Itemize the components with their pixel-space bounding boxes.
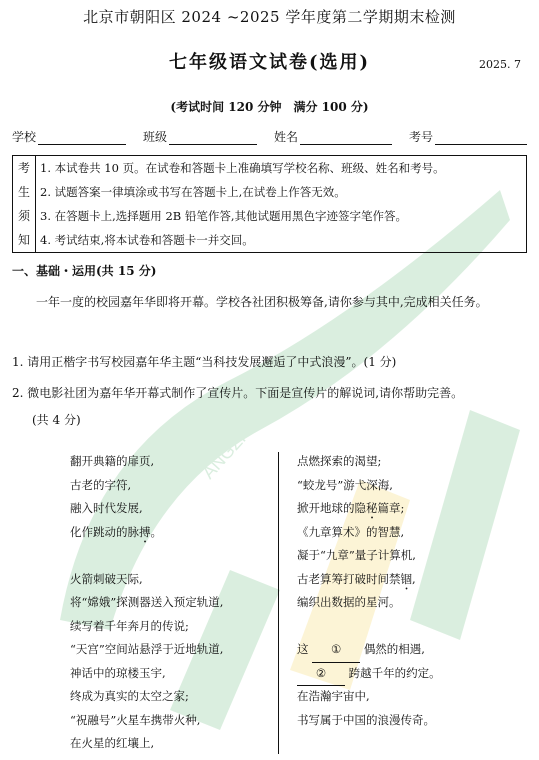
poem-text: 掀开地球的隐 (297, 501, 366, 515)
name-label: 姓名 (273, 130, 298, 144)
notice-item: 4. 考试结束,将本试卷和答题卡一并交回。 (40, 233, 254, 247)
class-blank[interactable] (169, 130, 257, 145)
poem-line: 编织出数据的星河。 (297, 595, 401, 609)
poem-divider (278, 452, 279, 754)
poem-line: 点燃探索的渴望; (297, 454, 382, 468)
question-2: 2. 微电影社团为嘉年华开幕式制作了宣传片。下面是宣传片的解说词,请你帮助完善。 (12, 386, 464, 400)
school-blank[interactable] (38, 130, 126, 145)
poem-line (297, 638, 441, 662)
answer-blank-1[interactable]: ① (312, 638, 360, 663)
answer-blank-2[interactable]: ② (297, 662, 345, 687)
poem-line (297, 662, 441, 686)
poem-line: 在浩瀚宇宙中, (297, 689, 370, 703)
stanza-gap (70, 544, 223, 568)
stanza-gap (297, 615, 441, 639)
paper-date: 2025. 7 (479, 58, 521, 71)
poem-text: 。 (150, 524, 162, 539)
poem-text: 古老算筹打破时间禁 (297, 571, 401, 586)
poem-line: “天宫”空间站悬浮于近地轨道, (70, 642, 224, 656)
student-info-fields (12, 128, 527, 145)
school-field[interactable] (12, 128, 126, 145)
poem-text: 篇章; (377, 501, 405, 515)
poem-line: 火箭刺破天际, (70, 571, 143, 586)
watermark-text: ANGZHONGKAO (198, 363, 308, 483)
poem-left-column (70, 450, 223, 756)
question-2-points: (共 4 分) (32, 413, 81, 427)
section-title: 一、基础・运用(共 15 分) (12, 264, 157, 278)
poem-line: 《九章算术》的智慧, (297, 524, 405, 539)
notice-label-char: 生 (17, 185, 30, 199)
poem-right-column (297, 450, 441, 732)
poem-text: 偶然的相遇, (363, 642, 425, 656)
poem-line: “蛟龙号”游弋深海, (297, 477, 393, 492)
notice-item: 3. 在答题卡上,选择题用 2B 铅笔作答,其他试题用黑色字迹签字笔作答。 (40, 209, 408, 223)
notice-item: 2. 试题答案一律填涂或书写在答题卡上,在试卷上作答无效。 (40, 185, 346, 199)
exam-number-field[interactable] (409, 128, 527, 145)
poem-text: 这 (297, 642, 309, 656)
poem-line: 将“嫦娥”探测器送入预定轨道, (70, 595, 224, 609)
name-blank[interactable] (300, 130, 392, 145)
exam-title: 北京市朝阳区 2024 ~2025 学年度第二学期期末检测 (83, 8, 456, 26)
class-field[interactable] (143, 128, 257, 145)
exam-info: (考试时间 120 分钟 满分 100 分) (170, 100, 369, 114)
class-label: 班级 (142, 130, 167, 144)
school-label: 学校 (12, 130, 37, 144)
poem-line (297, 497, 441, 521)
poem-line: 续写着千年奔月的传说; (70, 618, 189, 633)
poem-text: 跨越千年的约定。 (348, 665, 441, 680)
poem-line: 在火星的红壤上, (70, 736, 155, 750)
poem-line (70, 521, 223, 545)
notice-box (12, 155, 527, 253)
poem-text: , (412, 571, 416, 586)
poem-line: 古老的字符, (70, 477, 132, 492)
poem-line: 书写属于中国的浪漫传奇。 (297, 712, 435, 727)
poem-line: 翻开典籍的扉页, (70, 454, 155, 468)
emphasized-char: 锢 (400, 571, 412, 586)
poem-line: 融入时代发展, (70, 501, 143, 515)
question-1: 1. 请用正楷字书写校园嘉年华主题“当科技发展邂逅了中式浪漫”。(1 分) (12, 355, 397, 369)
poem-line: 终成为真实的太空之家; (70, 689, 189, 703)
poem-text: 化作跳动的脉 (70, 524, 139, 539)
notice-label-char: 须 (17, 209, 30, 223)
notice-label-char: 知 (17, 233, 30, 247)
paper-title: 七年级语文试卷(选用) (168, 52, 371, 73)
notice-label (13, 156, 36, 253)
poem-line: “祝融号”火星车携带火种, (70, 712, 201, 727)
poem-line (297, 568, 441, 592)
emphasized-char: 搏 (139, 524, 151, 539)
notice-label-char: 考 (17, 161, 30, 175)
name-field[interactable] (274, 128, 392, 145)
poem-line: 凝于“九章”量子计算机, (297, 548, 416, 562)
notice-item: 1. 本试卷共 10 页。在试卷和答题卡上准确填写学校名称、班级、姓名和考号。 (40, 161, 445, 175)
emphasized-char: 秘 (366, 501, 378, 515)
section-intro: 一年一度的校园嘉年华即将开幕。学校各社团积极筹备,请你参与其中,完成相关任务。 (36, 295, 488, 309)
poem-line: 神话中的琼楼玉宇, (70, 665, 166, 680)
exam-number-label: 考号 (408, 130, 433, 144)
notice-items (36, 156, 527, 253)
exam-number-blank[interactable] (435, 130, 527, 145)
